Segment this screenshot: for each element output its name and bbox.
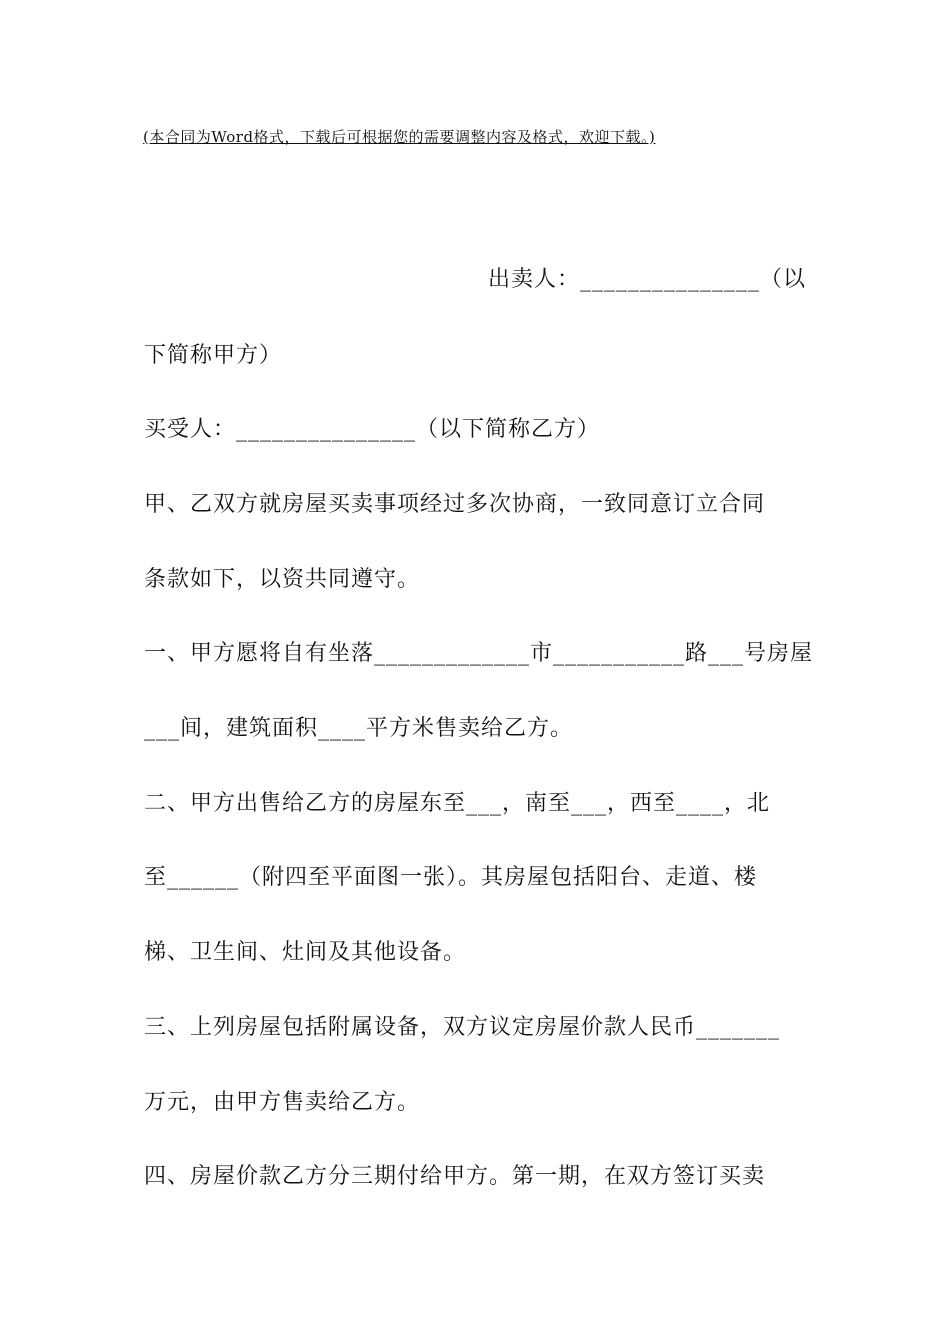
seller-line-cont: 下简称甲方） xyxy=(144,343,283,368)
clause-1-line-2: ___间，建筑面积____平方米售卖给乙方。 xyxy=(144,716,574,741)
intro-paragraph-line-1: 甲、乙双方就房屋买卖事项经过多次协商，一致同意订立合同 xyxy=(144,492,766,517)
clause-4-line-1: 四、房屋价款乙方分三期付给甲方。第一期，在双方签订买卖 xyxy=(144,1164,766,1189)
clause-3-line-1: 三、上列房屋包括附属设备，双方议定房屋价款人民币_______ xyxy=(144,1015,781,1040)
intro-paragraph-line-2: 条款如下，以资共同遵守。 xyxy=(144,567,421,592)
clause-2-line-2: 至______（附四至平面图一张）。其房屋包括阳台、走道、楼 xyxy=(144,865,758,890)
clause-3-line-2: 万元，由甲方售卖给乙方。 xyxy=(144,1090,421,1115)
buyer-line: 买受人：_______________（以下简称乙方） xyxy=(144,417,601,442)
clause-1-line-1: 一、甲方愿将自有坐落_____________市___________路___号房屋 xyxy=(144,641,814,666)
clause-2-line-1: 二、甲方出售给乙方的房屋东至___，南至___，西至____，北 xyxy=(144,791,771,816)
download-note: (本合同为Word格式，下载后可根据您的需要调整内容及格式，欢迎下载。) xyxy=(143,128,656,146)
clause-2-line-3: 梯、卫生间、灶间及其他设备。 xyxy=(144,940,467,965)
seller-line: 出卖人：_______________（以 xyxy=(487,267,806,292)
